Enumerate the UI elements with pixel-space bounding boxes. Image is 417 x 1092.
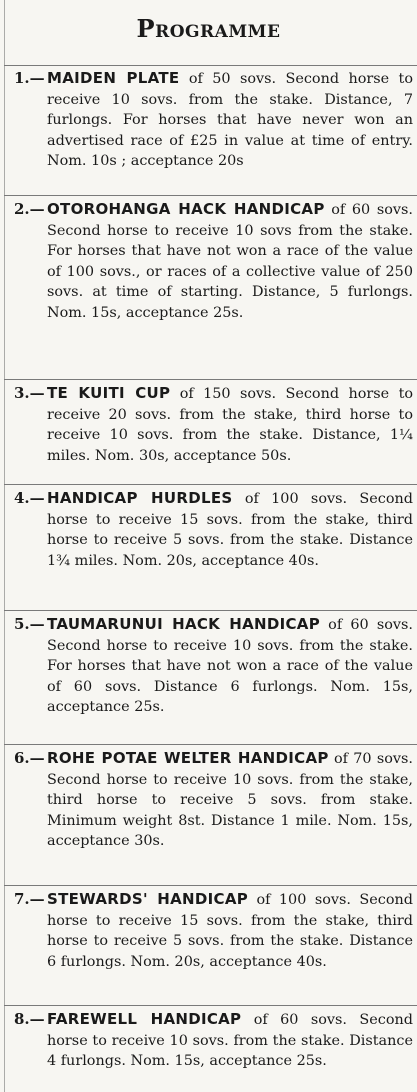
race-entry-5 — [0, 614, 417, 718]
race-entry-7 — [0, 889, 417, 972]
race-entry-6 — [0, 748, 417, 852]
race-details: of 60 sovs. Second horse to receive 10 sovs. from the stake. Distance 4 furlongs. Nom. 15s, acceptance 25s. — [47, 1012, 413, 1069]
section-divider — [4, 195, 417, 196]
race-number: 1.— — [14, 69, 45, 87]
race-number: 7.— — [14, 890, 45, 908]
section-divider — [4, 610, 417, 611]
race-name: OTOROHANGA HACK HANDICAP — [47, 200, 325, 218]
race-number: 3.— — [14, 384, 45, 402]
race-number: 5.— — [14, 615, 45, 633]
section-divider — [4, 744, 417, 745]
race-entry-2 — [0, 199, 417, 323]
race-details: of 60 sovs. Second horse to receive 10 sovs from the stake. For horses that have not won a race of the value of 100 sovs., or races of a collective value of 250 sovs. at time of starting. Distance, 5 furlongs. Nom. 15s, acceptance 25s. — [47, 202, 413, 321]
race-number: 2.— — [14, 200, 45, 218]
race-entry-8 — [0, 1009, 417, 1072]
section-divider — [4, 885, 417, 886]
race-entry-1 — [0, 68, 417, 172]
section-divider — [4, 65, 417, 66]
race-details: of 60 sovs. Second horse to receive 10 sovs. from the stake. For horses that have not won a race of the value of 60 sovs. Distance 6 furlongs. Nom. 15s, acceptance 25s. — [47, 617, 413, 715]
race-details: of 100 sovs. Second horse to receive 15 sovs. from the stake, third horse to receive 5 sovs. from the stake. Distance 1¾ miles. Nom. 20s, acceptance 40s. — [47, 491, 413, 569]
race-details: of 100 sovs. Second horse to receive 15 sovs. from the stake, third horse to receive 5 sovs. from the stake. Distance 6 furlongs. Nom. 20s, acceptance 40s. — [47, 892, 413, 970]
race-name: STEWARDS' HANDICAP — [47, 890, 249, 908]
race-details: of 50 sovs. Second horse to receive 10 sovs. from the stake. Distance, 7 furlongs. For horses that have never won an advertised race of £25 in value at time of entry. Nom. 10s ; acceptance 20s — [47, 71, 413, 169]
race-name: TE KUITI CUP — [47, 384, 171, 402]
race-details: of 70 sovs. Second horse to receive 10 sovs. from the stake, third horse to receive 5 sovs. from stake. Minimum weight 8st. Distance 1 mile. Nom. 15s, acceptance 30s. — [47, 751, 413, 849]
race-name: MAIDEN PLATE — [47, 69, 180, 87]
section-divider — [4, 379, 417, 380]
race-name: FAREWELL HANDICAP — [47, 1010, 242, 1028]
race-details: of 150 sovs. Second horse to receive 20 sovs. from the stake, third horse to receive 10 sovs. from the stake. Distance, 1¼ miles. Nom. 30s, acceptance 50s. — [47, 386, 414, 464]
page-title: Programme — [136, 14, 281, 43]
race-number: 6.— — [14, 749, 45, 767]
race-entry-4 — [0, 488, 417, 571]
section-divider — [4, 1005, 417, 1006]
race-name: HANDICAP HURDLES — [47, 489, 233, 507]
race-number: 8.— — [14, 1010, 45, 1028]
race-entry-3 — [0, 383, 417, 466]
race-name: TAUMARUNUI HACK HANDICAP — [47, 615, 320, 633]
race-name: ROHE POTAE WELTER HANDICAP — [47, 749, 329, 767]
section-divider — [4, 484, 417, 485]
race-number: 4.— — [14, 489, 45, 507]
